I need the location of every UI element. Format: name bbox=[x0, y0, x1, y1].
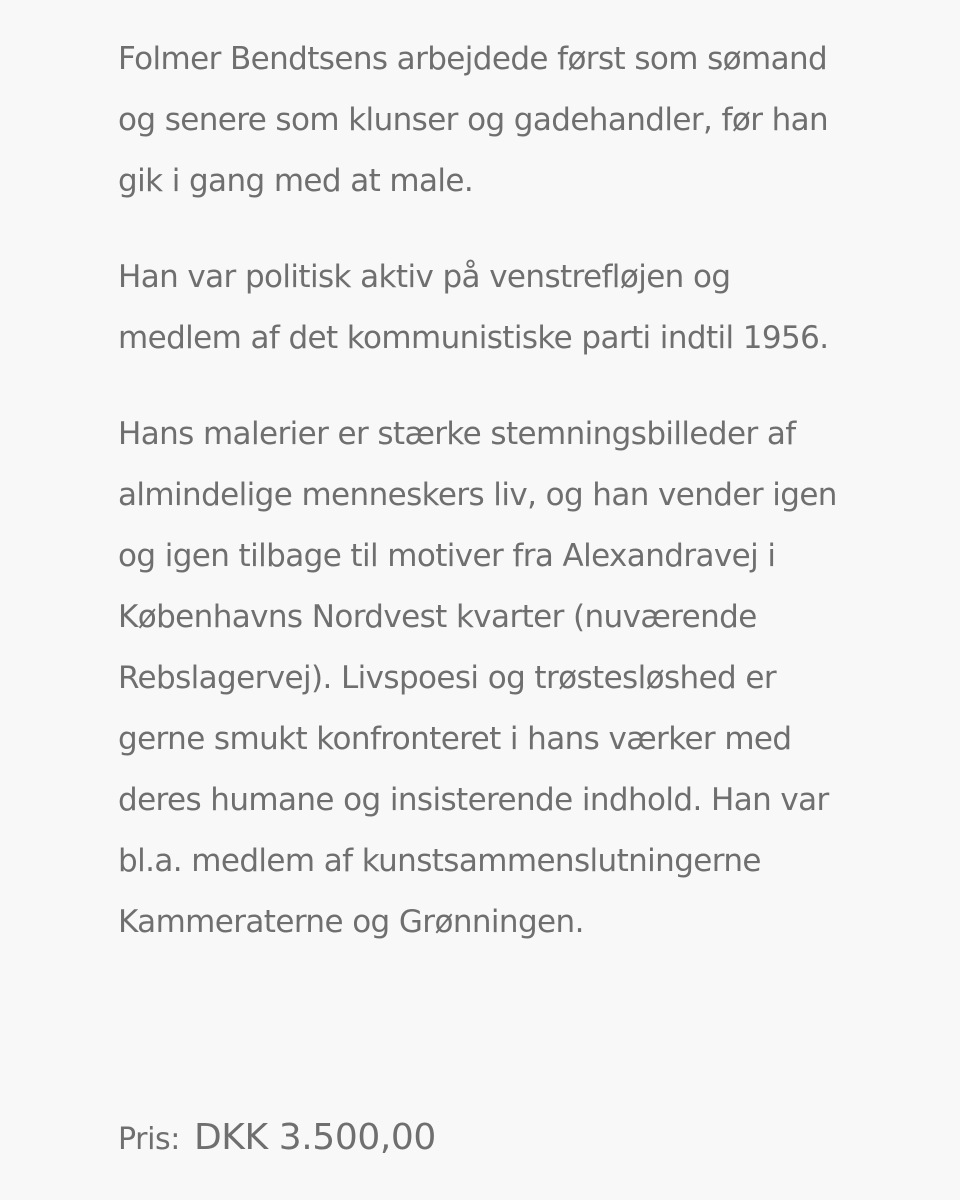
price-row bbox=[118, 1117, 436, 1158]
price-label: Pris: bbox=[118, 1122, 180, 1157]
product-description bbox=[118, 29, 848, 953]
description-paragraph: Folmer Bendtsens arbejdede først som sømand og senere som klunser og gadehandler, før han gik i gang med at male. bbox=[118, 41, 829, 199]
description-paragraph: Han var politisk aktiv på venstrefløjen og medlem af det kommunistiske parti indtil 1956. bbox=[118, 259, 829, 356]
price-value: DKK 3.500,00 bbox=[193, 1117, 436, 1158]
description-paragraph: Hans malerier er stærke stemningsbilleder af almindelige menneskers liv, og han vender igen og igen tilbage til motiver fra Alexandravej i Københavns Nordvest kvarter (nuværende Rebslagervej). Livspoesi og trøstesløshed er gerne smukt konfronteret i hans værker med deres humane og insisterende indhold. Han var bl.a. medlem af kunstsammenslutningerne Kammeraterne og Grønningen. bbox=[118, 416, 837, 940]
